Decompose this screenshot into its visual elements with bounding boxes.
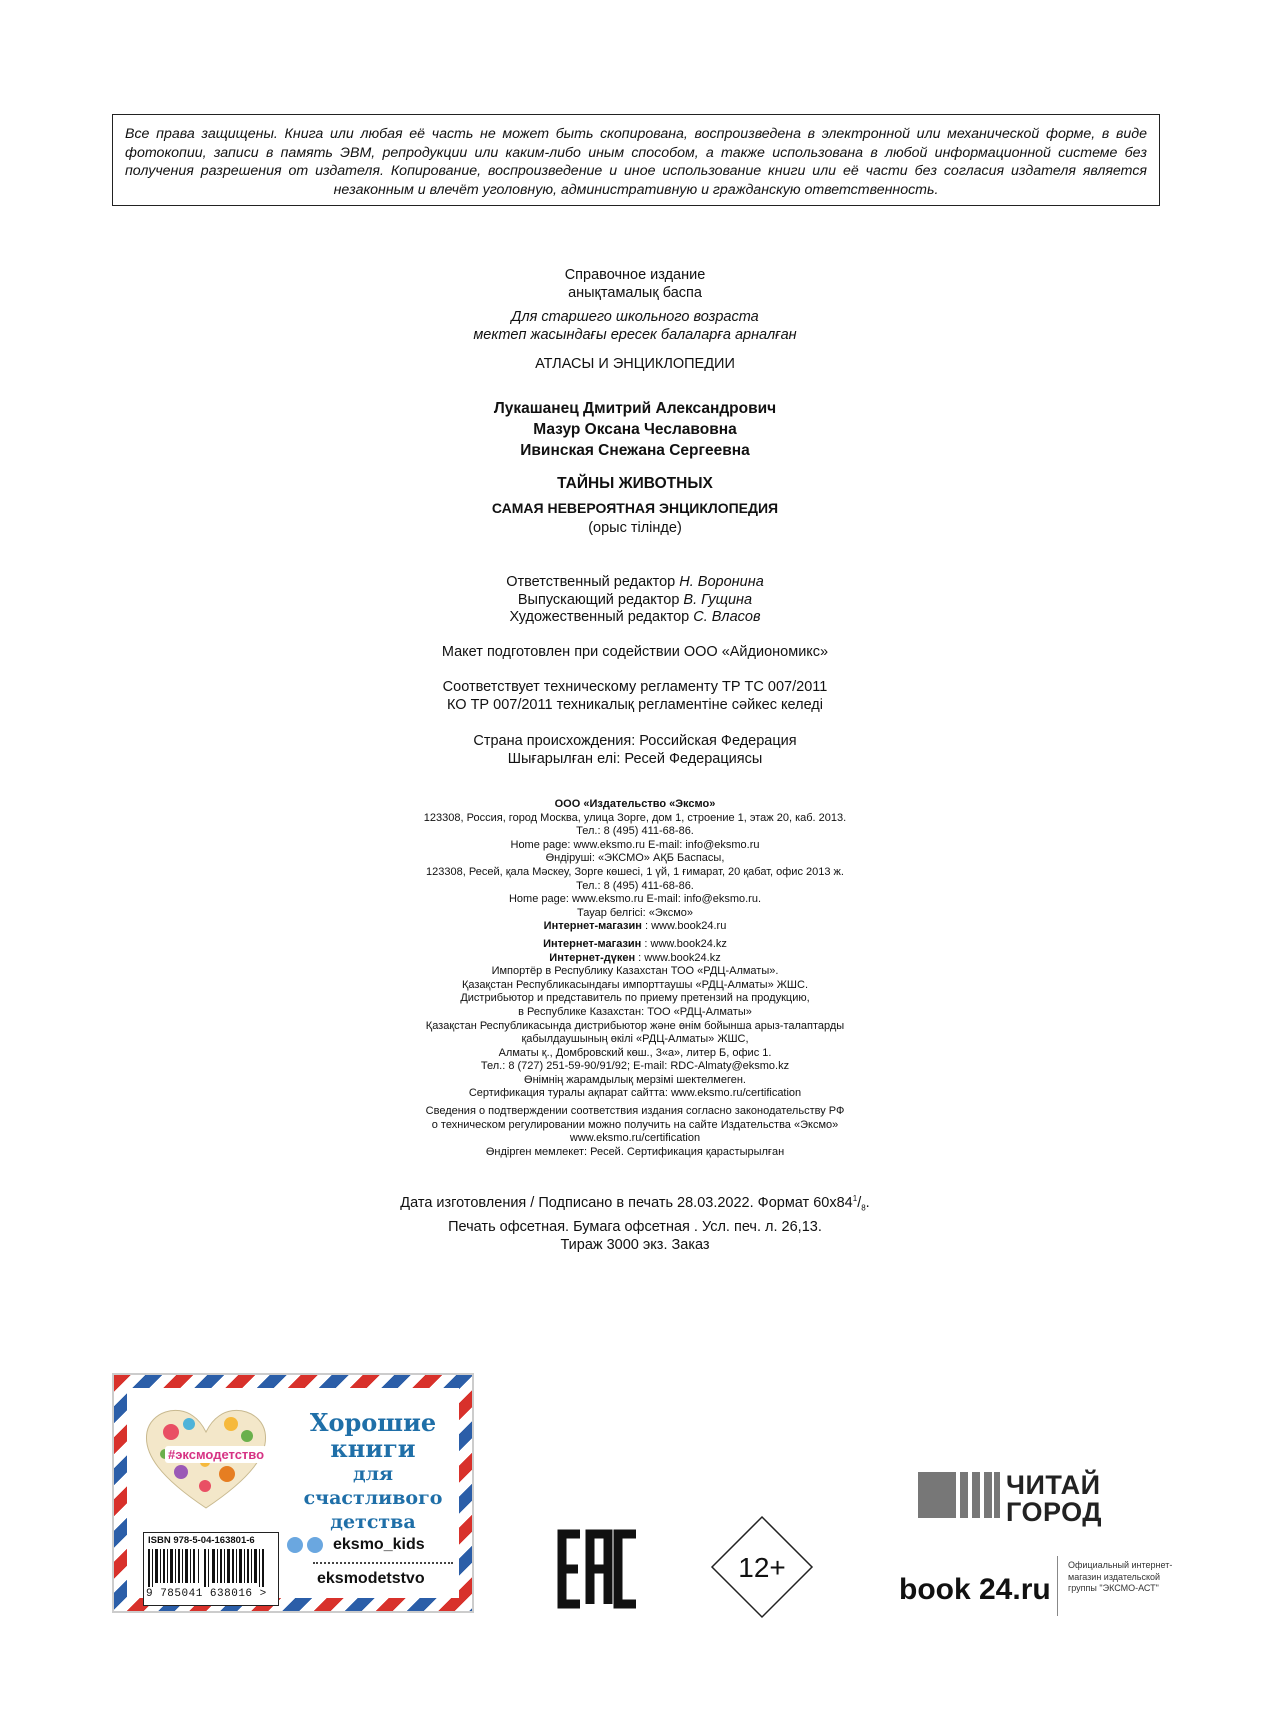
- publisher-name: ООО «Издательство «Эксмо»: [554, 798, 716, 810]
- publisher-line: Өндіруші: «ЭКСМО» АҚБ Баспасы,: [545, 852, 725, 865]
- kz-line: Дистрибьютор и представитель по приему претензий на продукцию,: [460, 992, 810, 1005]
- audience-kz: мектеп жасындағы ересек балаларға арналған: [473, 326, 797, 343]
- telegram-icon: [307, 1537, 323, 1553]
- slogan-line: для счастливого: [303, 1463, 443, 1509]
- cert-line: Өндірген мемлекет: Ресей. Сертификация қарастырылған: [485, 1145, 785, 1158]
- editor-line: [0, 574, 1270, 592]
- barcode-digits: 9 785041 638016 >: [146, 1588, 267, 1600]
- edition-type-ru: Справочное издание: [564, 267, 706, 283]
- print-info-line3: Тираж 3000 экз. Заказ: [560, 1236, 710, 1253]
- shop-label: Интернет-магазин: [543, 920, 642, 933]
- author: Мазур Оксана Чеславовна: [533, 421, 737, 438]
- kz-line: Тел.: 8 (727) 251-59-90/91/92; E-mail: RDC-Almaty@eksmo.kz: [480, 1060, 790, 1073]
- language-note: (орыс тілінде): [588, 520, 682, 536]
- editor-line: [0, 592, 1270, 610]
- isbn-barcode-box: [143, 1532, 279, 1606]
- shop-url: : www.book24.kz: [641, 937, 727, 950]
- social-handle: eksmo_kids: [333, 1536, 425, 1553]
- series-name: АТЛАСЫ И ЭНЦИКЛОПЕДИИ: [535, 356, 735, 372]
- origin-ru: Страна происхождения: Российская Федерация: [473, 733, 797, 749]
- audience-ru: Для старшего школьного возраста: [511, 309, 759, 325]
- regulation-block: [0, 679, 1270, 714]
- format-fraction-numerator: 1: [852, 1194, 858, 1203]
- chitai-line2: ГОРОД: [1006, 1497, 1102, 1527]
- age-rating-label: 12+: [738, 1552, 786, 1583]
- author: Ивинская Снежана Сергеевна: [520, 442, 750, 459]
- cert-line: www.eksmo.ru/certification: [569, 1132, 701, 1145]
- slogan-line: Хорошие: [309, 1408, 437, 1437]
- copyright-notice-text: Все права защищены. Книга или любая её часть не может быть скопирована, воспроизведена в электронной или механической форме, в виде фотокопии, записи в память ЭВМ, репродукции или каким-либо иным способом, а также использована в любой информационной системе без получения разрешения от издателя. Копирование, воспроизведение и иное использование книги или её части без согласия издателя является незаконным и влечёт уголовную, административную и гражданскую ответственность.: [125, 126, 1147, 198]
- regulation-ru: Соответствует техническому регламенту ТР ТС 007/2011: [442, 679, 828, 695]
- slogan-line: книги: [330, 1434, 416, 1463]
- barcode-icon: [148, 1549, 264, 1587]
- publisher-line: Home page: www.eksmo.ru E-mail: info@eksmo.ru.: [508, 893, 762, 906]
- edition-type: [0, 267, 1270, 302]
- social-row: [287, 1536, 425, 1554]
- regulation-kz: КО ТР 007/2011 техникалық регламентіне сәйкес келеді: [446, 696, 823, 713]
- vk-icon: [287, 1537, 303, 1553]
- origin-kz: Шығарылған елі: Ресей Федерациясы: [507, 750, 763, 767]
- cert-line: Сведения о подтверждении соответствия издания согласно законодательству РФ: [425, 1105, 845, 1118]
- shop-label: Интернет-дүкен: [549, 951, 636, 964]
- book24-divider: [1057, 1556, 1058, 1616]
- book24-logo: book 24.ru: [899, 1573, 1051, 1606]
- isbn-number: ISBN 978-5-04-163801-6: [148, 1535, 255, 1546]
- publisher-line: 123308, Ресей, қала Мәскеу, Зорге көшесі, 1 үй, 1 ғимарат, 20 қабат, офис 2013 ж.: [426, 865, 844, 878]
- dotted-divider: [313, 1562, 453, 1564]
- book-subtitle: САМАЯ НЕВЕРОЯТНАЯ ЭНЦИКЛОПЕДИЯ: [491, 500, 779, 516]
- publisher-line: 123308, Россия, город Москва, улица Зорге, дом 1, строение 1, этаж 20, каб. 2013.: [423, 811, 847, 824]
- editor-name: Н. Воронина: [679, 574, 764, 590]
- sticker-body: [127, 1388, 459, 1598]
- layout-note: Макет подготовлен при содействии ООО «Айдиономикс»: [441, 644, 829, 660]
- editor-line: [0, 609, 1270, 627]
- editor-role: Художественный редактор: [509, 609, 690, 625]
- print-info-line1: Дата изготовления / Подписано в печать 28.03.2022. Формат $60х84^1/_8$.: [400, 1194, 870, 1213]
- shop-line: [0, 920, 1270, 934]
- eac-mark-icon: [556, 1528, 640, 1610]
- slogan: [287, 1410, 459, 1534]
- format-fraction-denominator: 8: [861, 1203, 866, 1213]
- kz-line: қабылдаушының өкілі «РДЦ-Алматы» ЖШС,: [521, 1033, 749, 1046]
- editor-name: С. Власов: [693, 609, 761, 625]
- shop-label: Интернет-магазин: [543, 937, 642, 950]
- hashtag-label: #эксмодетство: [165, 1446, 267, 1463]
- authors-list: [0, 398, 1270, 461]
- shop-line: [0, 952, 1270, 966]
- kz-line: Өнімнің жарамдылық мерзімі шектелмеген.: [524, 1073, 746, 1086]
- kz-line: Қазақстан Республикасында дистрибьютор және өнім бойынша арыз-талаптарды: [425, 1019, 845, 1032]
- print-info-line2: Печать офсетная. Бумага офсетная . Усл. печ. л. 26,13.: [448, 1218, 822, 1235]
- print-info: [0, 1190, 1270, 1254]
- editor-name: В. Гущина: [683, 591, 753, 608]
- book-title: ТАЙНЫ ЖИВОТНЫХ: [557, 475, 713, 492]
- chitai-line1: ЧИТАЙ: [1006, 1470, 1101, 1500]
- chitai-gorod-wordmark: [1006, 1472, 1102, 1526]
- editors-list: [0, 574, 1270, 627]
- author: Лукашанец Дмитрий Александрович: [493, 400, 777, 417]
- eksmo-kids-sticker: [112, 1373, 474, 1613]
- kz-line: Алматы қ., Домбровский көш., 3«а», литер Б, офис 1.: [498, 1046, 772, 1059]
- publisher-line: Тауар белгісі: «Эксмо»: [576, 906, 693, 919]
- editor-role: Выпускающий редактор: [517, 591, 680, 608]
- print-format: Дата изготовления / Подписано в печать 28.03.2022. Формат 60х84: [400, 1194, 853, 1211]
- age-rating-badge: [710, 1515, 814, 1619]
- publisher-block: [0, 798, 1270, 1159]
- origin-block: [0, 733, 1270, 768]
- kz-line: Сертификация туралы ақпарат сайтта: www.eksmo.ru/certification: [468, 1087, 802, 1100]
- book24-description: Официальный интернет-магазин издательской группы "ЭКСМО-АСТ": [1068, 1560, 1173, 1593]
- social-handle-2: eksmodetstvo: [317, 1570, 425, 1587]
- print-format-end: .: [865, 1194, 870, 1211]
- publisher-line: Home page: www.eksmo.ru E-mail: info@eksmo.ru: [510, 838, 760, 851]
- kz-line: Импортёр в Республику Казахстан ТОО «РДЦ-Алматы».: [491, 965, 779, 978]
- kz-line: Қазақстан Республикасындағы импорттаушы «РДЦ-Алматы» ЖШС.: [461, 978, 809, 991]
- shop-url: : www.book24.ru: [641, 920, 727, 933]
- chitai-gorod-logo-icon: [918, 1468, 1002, 1522]
- kz-line: в Республике Казахстан: ТОО «РДЦ-Алматы»: [518, 1005, 752, 1018]
- editor-role: Ответственный редактор: [506, 574, 676, 590]
- publisher-line: Тел.: 8 (495) 411-68-86.: [576, 879, 694, 892]
- slogan-line: детства: [330, 1511, 416, 1533]
- shop-line: [0, 938, 1270, 952]
- edition-type-kz: анықтамалық баспа: [568, 284, 702, 301]
- copyright-notice-box: [112, 114, 1160, 206]
- cert-line: о техническом регулировании можно получить на сайте Издательства «Эксмо»: [431, 1118, 839, 1131]
- publisher-line: Тел.: 8 (495) 411-68-86.: [576, 825, 694, 838]
- shop-url: : www.book24.kz: [635, 951, 721, 964]
- heart-illustration: [141, 1402, 271, 1512]
- audience: [0, 309, 1270, 344]
